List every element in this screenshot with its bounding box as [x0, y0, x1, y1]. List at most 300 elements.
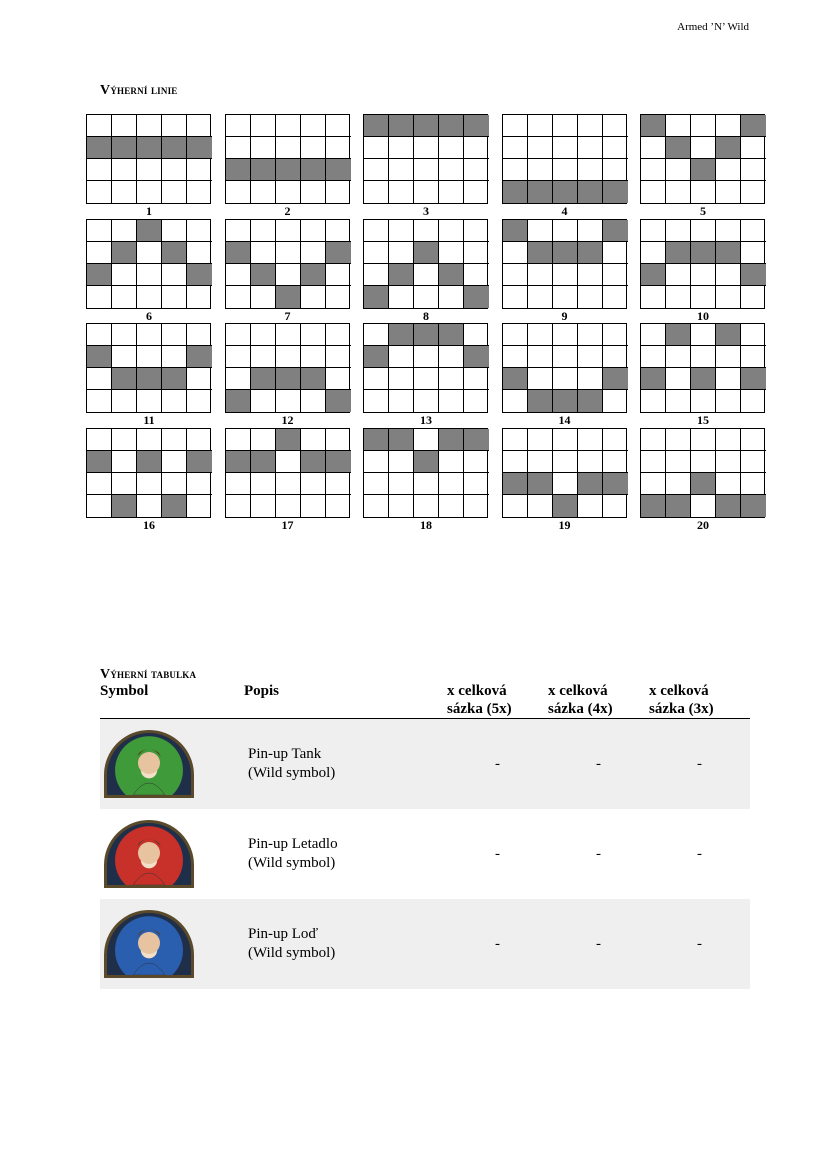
- payline-number: 15: [697, 413, 709, 427]
- symbol-name: Pin-up Loď: [248, 926, 319, 942]
- payline-cell: [251, 242, 276, 264]
- payline-20: [640, 428, 766, 531]
- payline-cell: [666, 429, 691, 451]
- payline-cell: [326, 346, 351, 368]
- symbol-cell: [100, 719, 244, 810]
- payline-cell: [326, 137, 351, 159]
- payline-cell-active: [741, 368, 766, 390]
- title-initial: V: [100, 667, 111, 682]
- payline-cell: [553, 159, 578, 181]
- payline-cell: [641, 137, 666, 159]
- col-x4: [548, 682, 649, 719]
- payline-grid: [86, 428, 211, 518]
- payline-cell: [187, 242, 212, 264]
- payline-grid: [225, 114, 350, 204]
- payline-cell-active: [603, 473, 628, 495]
- payline-cell: [439, 451, 464, 473]
- payline-cell-active: [464, 115, 489, 137]
- payline-cell: [326, 495, 351, 517]
- payline-cell: [553, 346, 578, 368]
- payline-cell-active: [578, 390, 603, 412]
- payline-cell: [137, 473, 162, 495]
- payline-cell: [528, 324, 553, 346]
- payline-cell-active: [276, 429, 301, 451]
- payline-number: 14: [558, 413, 571, 427]
- payline-cell: [666, 181, 691, 203]
- payline-cell-active: [87, 264, 112, 286]
- payline-cell: [691, 451, 716, 473]
- payline-cell: [641, 390, 666, 412]
- payout-x3: -: [697, 845, 702, 862]
- description-cell: [244, 899, 447, 989]
- payline-cell: [112, 324, 137, 346]
- payline-cell: [389, 220, 414, 242]
- payline-cell: [716, 115, 741, 137]
- payline-cell: [364, 137, 389, 159]
- payline-cell: [251, 286, 276, 308]
- payline-cell: [641, 324, 666, 346]
- payline-cell: [187, 181, 212, 203]
- payline-cell: [364, 264, 389, 286]
- payline-cell: [389, 286, 414, 308]
- payline-cell: [553, 137, 578, 159]
- symbol-name: Pin-up Letadlo: [248, 836, 338, 852]
- payline-cell: [389, 451, 414, 473]
- payline-grid: [225, 219, 350, 309]
- payline-cell: [276, 451, 301, 473]
- payline-cell: [301, 429, 326, 451]
- payline-cell: [301, 495, 326, 517]
- payline-cell: [364, 495, 389, 517]
- payline-cell-active: [741, 495, 766, 517]
- payline-cell: [87, 495, 112, 517]
- payline-cell: [578, 264, 603, 286]
- payline-grid: [640, 114, 765, 204]
- payline-cell-active: [251, 368, 276, 390]
- payline-number: 13: [420, 413, 432, 427]
- payline-grid: [640, 323, 765, 413]
- payline-cell: [187, 159, 212, 181]
- payline-cell: [226, 324, 251, 346]
- payline-cell: [464, 181, 489, 203]
- payline-number: 7: [284, 308, 291, 323]
- payline-cell: [666, 368, 691, 390]
- payline-cell: [276, 137, 301, 159]
- payline-cell: [414, 346, 439, 368]
- payline-cell-active: [528, 473, 553, 495]
- payline-cell: [603, 495, 628, 517]
- payline-cell-active: [162, 137, 187, 159]
- payline-cell-active: [666, 495, 691, 517]
- description-cell: [244, 809, 447, 899]
- payline-cell: [301, 137, 326, 159]
- payline-cell: [641, 473, 666, 495]
- pinup-ship-symbol-icon: [104, 910, 194, 978]
- payline-cell: [528, 286, 553, 308]
- payline-cell: [603, 137, 628, 159]
- symbol-name: Pin-up Tank: [248, 746, 322, 762]
- payline-cell: [641, 242, 666, 264]
- payline-cell: [276, 473, 301, 495]
- payline-cell: [439, 242, 464, 264]
- payline-cell: [276, 220, 301, 242]
- payline-cell: [389, 473, 414, 495]
- payline-cell: [112, 451, 137, 473]
- payline-cell-active: [276, 368, 301, 390]
- payline-cell: [226, 137, 251, 159]
- payline-cell-active: [603, 220, 628, 242]
- payline-cell-active: [251, 159, 276, 181]
- payline-cell: [716, 346, 741, 368]
- payline-cell: [741, 137, 766, 159]
- payline-cell: [112, 286, 137, 308]
- payline-cell: [326, 368, 351, 390]
- payline-cell: [187, 390, 212, 412]
- payline-cell: [741, 220, 766, 242]
- payout-x4: -: [548, 719, 649, 810]
- payline-cell-active: [112, 368, 137, 390]
- payline-cell-active: [464, 429, 489, 451]
- payline-cell: [276, 324, 301, 346]
- payline-cell-active: [112, 242, 137, 264]
- payline-cell-active: [641, 495, 666, 517]
- paytable-row: [100, 899, 750, 989]
- payline-cell: [251, 220, 276, 242]
- col-x3-line1: x celková: [649, 683, 709, 699]
- payline-cell-active: [364, 286, 389, 308]
- payline-cell-active: [666, 242, 691, 264]
- payline-cell: [251, 473, 276, 495]
- payline-cell: [112, 220, 137, 242]
- payline-cell: [226, 429, 251, 451]
- payline-cell-active: [112, 137, 137, 159]
- payline-cell: [603, 429, 628, 451]
- payline-cell-active: [137, 451, 162, 473]
- payline-cell: [716, 159, 741, 181]
- payline-cell-active: [137, 368, 162, 390]
- payline-cell: [326, 264, 351, 286]
- payline-cell: [691, 181, 716, 203]
- payline-cell: [276, 242, 301, 264]
- symbol-note: (Wild symbol): [248, 945, 336, 961]
- payline-cell-active: [553, 181, 578, 203]
- payline-number: 6: [146, 308, 152, 323]
- payline-cell: [251, 390, 276, 412]
- payline-cell: [464, 473, 489, 495]
- payline-cell: [578, 115, 603, 137]
- payline-cell-active: [691, 159, 716, 181]
- payline-cell-active: [716, 324, 741, 346]
- payline-6: [86, 219, 212, 322]
- payline-cell-active: [137, 137, 162, 159]
- payline-cell: [364, 390, 389, 412]
- payline-cell: [691, 286, 716, 308]
- payline-cell: [414, 390, 439, 412]
- payline-cell: [503, 264, 528, 286]
- payline-cell: [162, 264, 187, 286]
- payline-1: [86, 114, 212, 217]
- payline-cell: [87, 368, 112, 390]
- payline-cell: [414, 181, 439, 203]
- payline-grid: [640, 428, 765, 518]
- payline-cell: [503, 451, 528, 473]
- payline-cell: [464, 495, 489, 517]
- payline-cell: [464, 242, 489, 264]
- payline-cell: [528, 264, 553, 286]
- payline-cell: [226, 286, 251, 308]
- payline-cell-active: [87, 451, 112, 473]
- payline-cell-active: [439, 324, 464, 346]
- payline-grid: [363, 323, 488, 413]
- document-header: Armed ’N’ Wild: [677, 21, 749, 33]
- payline-number: 9: [561, 308, 568, 323]
- payline-cell: [276, 390, 301, 412]
- payline-cell: [301, 242, 326, 264]
- payline-cell-active: [162, 242, 187, 264]
- payline-cell: [716, 473, 741, 495]
- payout-x3: -: [649, 719, 750, 810]
- payline-cell: [414, 495, 439, 517]
- payline-cell: [503, 159, 528, 181]
- payline-cell: [414, 473, 439, 495]
- payline-cell: [578, 159, 603, 181]
- payline-cell: [528, 429, 553, 451]
- payline-cell: [666, 286, 691, 308]
- payline-cell: [641, 159, 666, 181]
- payline-cell: [503, 115, 528, 137]
- payline-cell: [251, 495, 276, 517]
- payline-cell: [528, 346, 553, 368]
- payline-cell: [741, 181, 766, 203]
- payline-cell-active: [187, 451, 212, 473]
- payline-cell-active: [137, 220, 162, 242]
- payline-cell: [691, 390, 716, 412]
- payline-cell: [137, 115, 162, 137]
- payline-cell: [389, 368, 414, 390]
- payline-cell-active: [389, 115, 414, 137]
- payline-cell-active: [326, 390, 351, 412]
- payline-cell: [603, 242, 628, 264]
- payline-cell: [603, 264, 628, 286]
- payline-cell: [503, 137, 528, 159]
- payline-cell: [691, 429, 716, 451]
- payline-number: 12: [281, 413, 294, 427]
- payline-cell: [414, 286, 439, 308]
- payline-cell: [87, 115, 112, 137]
- payline-cell: [414, 368, 439, 390]
- payline-cell: [87, 390, 112, 412]
- col-symbol: Symbol: [100, 682, 244, 719]
- payline-number: 11: [143, 413, 155, 427]
- payline-cell: [666, 159, 691, 181]
- payline-cell: [741, 390, 766, 412]
- symbol-cell: [100, 899, 244, 989]
- payline-cell: [226, 220, 251, 242]
- payline-3: [363, 114, 489, 217]
- payline-cell-active: [439, 429, 464, 451]
- payline-cell: [112, 390, 137, 412]
- payline-cell: [666, 451, 691, 473]
- payline-cell: [464, 390, 489, 412]
- payline-cell: [389, 159, 414, 181]
- payline-number: 10: [697, 308, 709, 323]
- payline-7: [225, 219, 351, 322]
- payline-cell: [87, 286, 112, 308]
- payline-cell: [301, 346, 326, 368]
- payline-cell: [641, 451, 666, 473]
- payline-cell: [112, 429, 137, 451]
- payline-number: 18: [420, 517, 432, 532]
- payline-cell: [137, 286, 162, 308]
- payline-cell: [641, 220, 666, 242]
- payline-cell: [553, 286, 578, 308]
- payline-cell-active: [716, 137, 741, 159]
- payline-cell: [666, 390, 691, 412]
- payline-19: [502, 428, 628, 531]
- payline-cell-active: [666, 324, 691, 346]
- payline-cell: [553, 473, 578, 495]
- payline-cell: [439, 368, 464, 390]
- payline-cell: [87, 324, 112, 346]
- payline-cell: [226, 115, 251, 137]
- payline-cell: [301, 286, 326, 308]
- payline-cell: [666, 220, 691, 242]
- paytable-row: [100, 809, 750, 899]
- payline-cell-active: [414, 115, 439, 137]
- payline-cell: [439, 220, 464, 242]
- payline-cell: [364, 324, 389, 346]
- payline-cell: [87, 220, 112, 242]
- payline-cell: [187, 115, 212, 137]
- paytable-row: [100, 719, 750, 810]
- payline-cell: [326, 324, 351, 346]
- payline-cell: [162, 429, 187, 451]
- payline-cell-active: [691, 242, 716, 264]
- payline-cell: [326, 181, 351, 203]
- col-x4-line1: x celková: [548, 683, 608, 699]
- symbol-note: (Wild symbol): [248, 765, 336, 781]
- payline-cell-active: [389, 264, 414, 286]
- payline-number: 2: [284, 204, 291, 218]
- payline-cell: [578, 451, 603, 473]
- payline-grid: [502, 114, 627, 204]
- payline-cell-active: [741, 115, 766, 137]
- payline-cell: [741, 286, 766, 308]
- col-x5-line1: x celková: [447, 683, 507, 699]
- payline-cell: [162, 473, 187, 495]
- symbol-note: (Wild symbol): [248, 855, 336, 871]
- payline-cell: [553, 368, 578, 390]
- payline-cell-active: [578, 473, 603, 495]
- payline-cell: [741, 324, 766, 346]
- payline-cell-active: [326, 242, 351, 264]
- payline-14: [502, 323, 628, 426]
- payout-x4: -: [596, 845, 601, 862]
- payline-cell: [741, 159, 766, 181]
- payline-cell: [187, 473, 212, 495]
- payline-cell: [741, 346, 766, 368]
- payline-cell: [691, 137, 716, 159]
- payline-cell: [162, 324, 187, 346]
- payline-cell: [716, 451, 741, 473]
- payline-cell: [464, 451, 489, 473]
- payline-cell: [553, 429, 578, 451]
- payline-cell: [162, 451, 187, 473]
- payline-cell-active: [301, 159, 326, 181]
- payline-cell: [578, 324, 603, 346]
- payline-cell: [364, 451, 389, 473]
- payline-cell: [503, 324, 528, 346]
- payline-cell: [741, 451, 766, 473]
- payline-cell: [87, 242, 112, 264]
- payout-x5: -: [495, 845, 500, 862]
- payline-cell: [716, 390, 741, 412]
- payline-cell-active: [641, 115, 666, 137]
- paytable: [100, 682, 750, 989]
- col-x3-line2: sázka (3x): [649, 701, 714, 717]
- payline-grid: [86, 114, 211, 204]
- payline-cell: [716, 220, 741, 242]
- payline-cell: [414, 220, 439, 242]
- payline-cell: [276, 115, 301, 137]
- payline-cell-active: [578, 242, 603, 264]
- payline-cell: [603, 324, 628, 346]
- payline-cell-active: [641, 368, 666, 390]
- payline-cell: [578, 368, 603, 390]
- payline-grid: [502, 323, 627, 413]
- payline-cell: [226, 473, 251, 495]
- payline-cell-active: [553, 390, 578, 412]
- payline-cell: [87, 473, 112, 495]
- payline-cell: [464, 324, 489, 346]
- payline-cell: [578, 346, 603, 368]
- symbol-cell: [100, 809, 244, 899]
- payline-cell: [553, 264, 578, 286]
- payline-13: [363, 323, 489, 426]
- payline-cell-active: [187, 264, 212, 286]
- payline-cell-active: [691, 368, 716, 390]
- payline-cell-active: [389, 324, 414, 346]
- payline-cell: [464, 220, 489, 242]
- payline-cell-active: [364, 429, 389, 451]
- payline-cell: [137, 181, 162, 203]
- payline-10: [640, 219, 766, 322]
- payline-cell-active: [603, 368, 628, 390]
- payline-cell: [641, 429, 666, 451]
- payline-cell: [389, 495, 414, 517]
- payline-cell: [389, 346, 414, 368]
- payline-cell-active: [226, 159, 251, 181]
- payline-number: 3: [423, 204, 429, 218]
- payline-cell-active: [439, 115, 464, 137]
- payline-cell: [326, 473, 351, 495]
- payline-cell-active: [439, 264, 464, 286]
- payline-cell: [251, 137, 276, 159]
- payline-cell: [716, 264, 741, 286]
- payline-12: [225, 323, 351, 426]
- payline-cell: [503, 495, 528, 517]
- payline-grid: [363, 114, 488, 204]
- payline-cell-active: [162, 368, 187, 390]
- payline-cell: [691, 115, 716, 137]
- payline-cell-active: [503, 220, 528, 242]
- payline-cell-active: [716, 495, 741, 517]
- payline-cell: [251, 429, 276, 451]
- payline-cell-active: [301, 264, 326, 286]
- payline-cell: [716, 368, 741, 390]
- payline-number: 20: [697, 517, 709, 532]
- payline-cell: [741, 242, 766, 264]
